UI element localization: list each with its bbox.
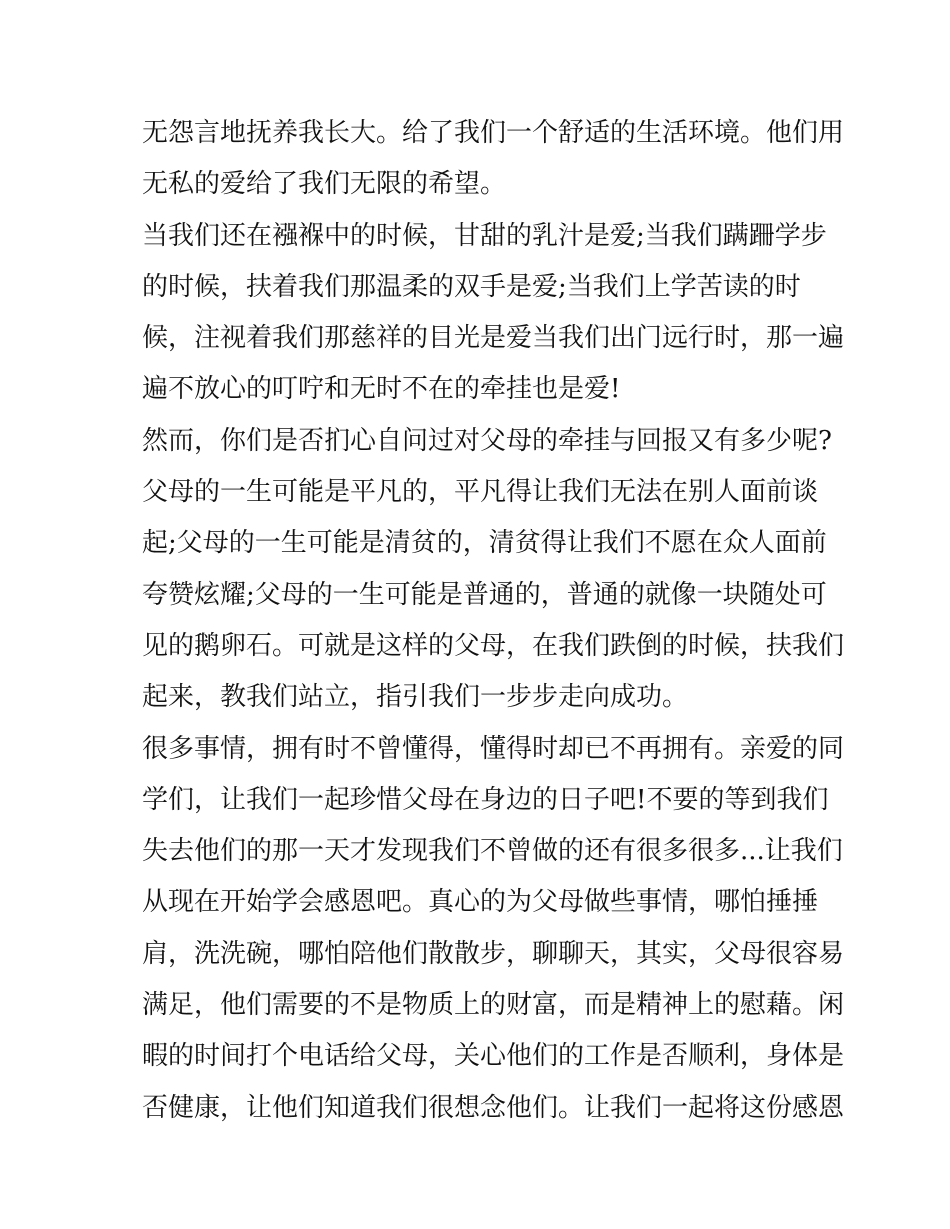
text-line: 无怨言地抚养我长大。给了我们一个舒适的生活环境。他们用 bbox=[142, 118, 845, 148]
text-line: 当我们还在襁褓中的时候，甘甜的乳汁是爱;当我们蹒跚学步 bbox=[142, 220, 827, 251]
text-line: 肩，洗洗碗，哪怕陪他们散散步，聊聊天，其实，父母很容易 bbox=[142, 938, 845, 969]
text-line: 从现在开始学会感恩吧。真心的为父母做些事情，哪怕捶捶 bbox=[142, 887, 819, 918]
text-line: 父母的一生可能是平凡的，平凡得让我们无法在别人面前谈 bbox=[142, 477, 819, 508]
text-line: 无私的爱给了我们无限的希望。 bbox=[142, 169, 507, 200]
text-line: 起来，教我们站立，指引我们一步步走向成功。 bbox=[142, 682, 689, 713]
text-line: 的时候，扶着我们那温柔的双手是爱;当我们上学苦读的时 bbox=[142, 271, 801, 302]
text-line: 很多事情，拥有时不曾懂得，懂得时却已不再拥有。亲爱的同 bbox=[142, 733, 845, 764]
text-line: 起;父母的一生可能是清贫的，清贫得让我们不愿在众人面前 bbox=[142, 528, 827, 559]
text-line: 暇的时间打个电话给父母，关心他们的工作是否顺利，身体是 bbox=[142, 1041, 845, 1072]
text-line: 失去他们的那一天才发现我们不曾做的还有很多很多...让我们 bbox=[142, 836, 843, 867]
text-line: 否健康，让他们知道我们很想念他们。让我们一起将这份感恩 bbox=[142, 1092, 845, 1123]
text-line: 满足，他们需要的不是物质上的财富，而是精神上的慰藉。闲 bbox=[142, 990, 845, 1021]
text-line: 遍不放心的叮咛和无时不在的牵挂也是爱! bbox=[142, 374, 621, 405]
body-text bbox=[142, 108, 845, 1134]
text-line: 学们，让我们一起珍惜父母在身边的日子吧!不要的等到我们 bbox=[142, 784, 829, 815]
text-line: 候，注视着我们那慈祥的目光是爱当我们出门远行时，那一遍 bbox=[142, 323, 845, 354]
text-line: 见的鹅卵石。可就是这样的父母，在我们跌倒的时候，扶我们 bbox=[142, 630, 845, 661]
text-line: 夸赞炫耀;父母的一生可能是普通的，普通的就像一块随处可 bbox=[142, 579, 827, 610]
text-line: 然而，你们是否扪心自问过对父母的牵挂与回报又有多少呢? bbox=[142, 425, 832, 456]
